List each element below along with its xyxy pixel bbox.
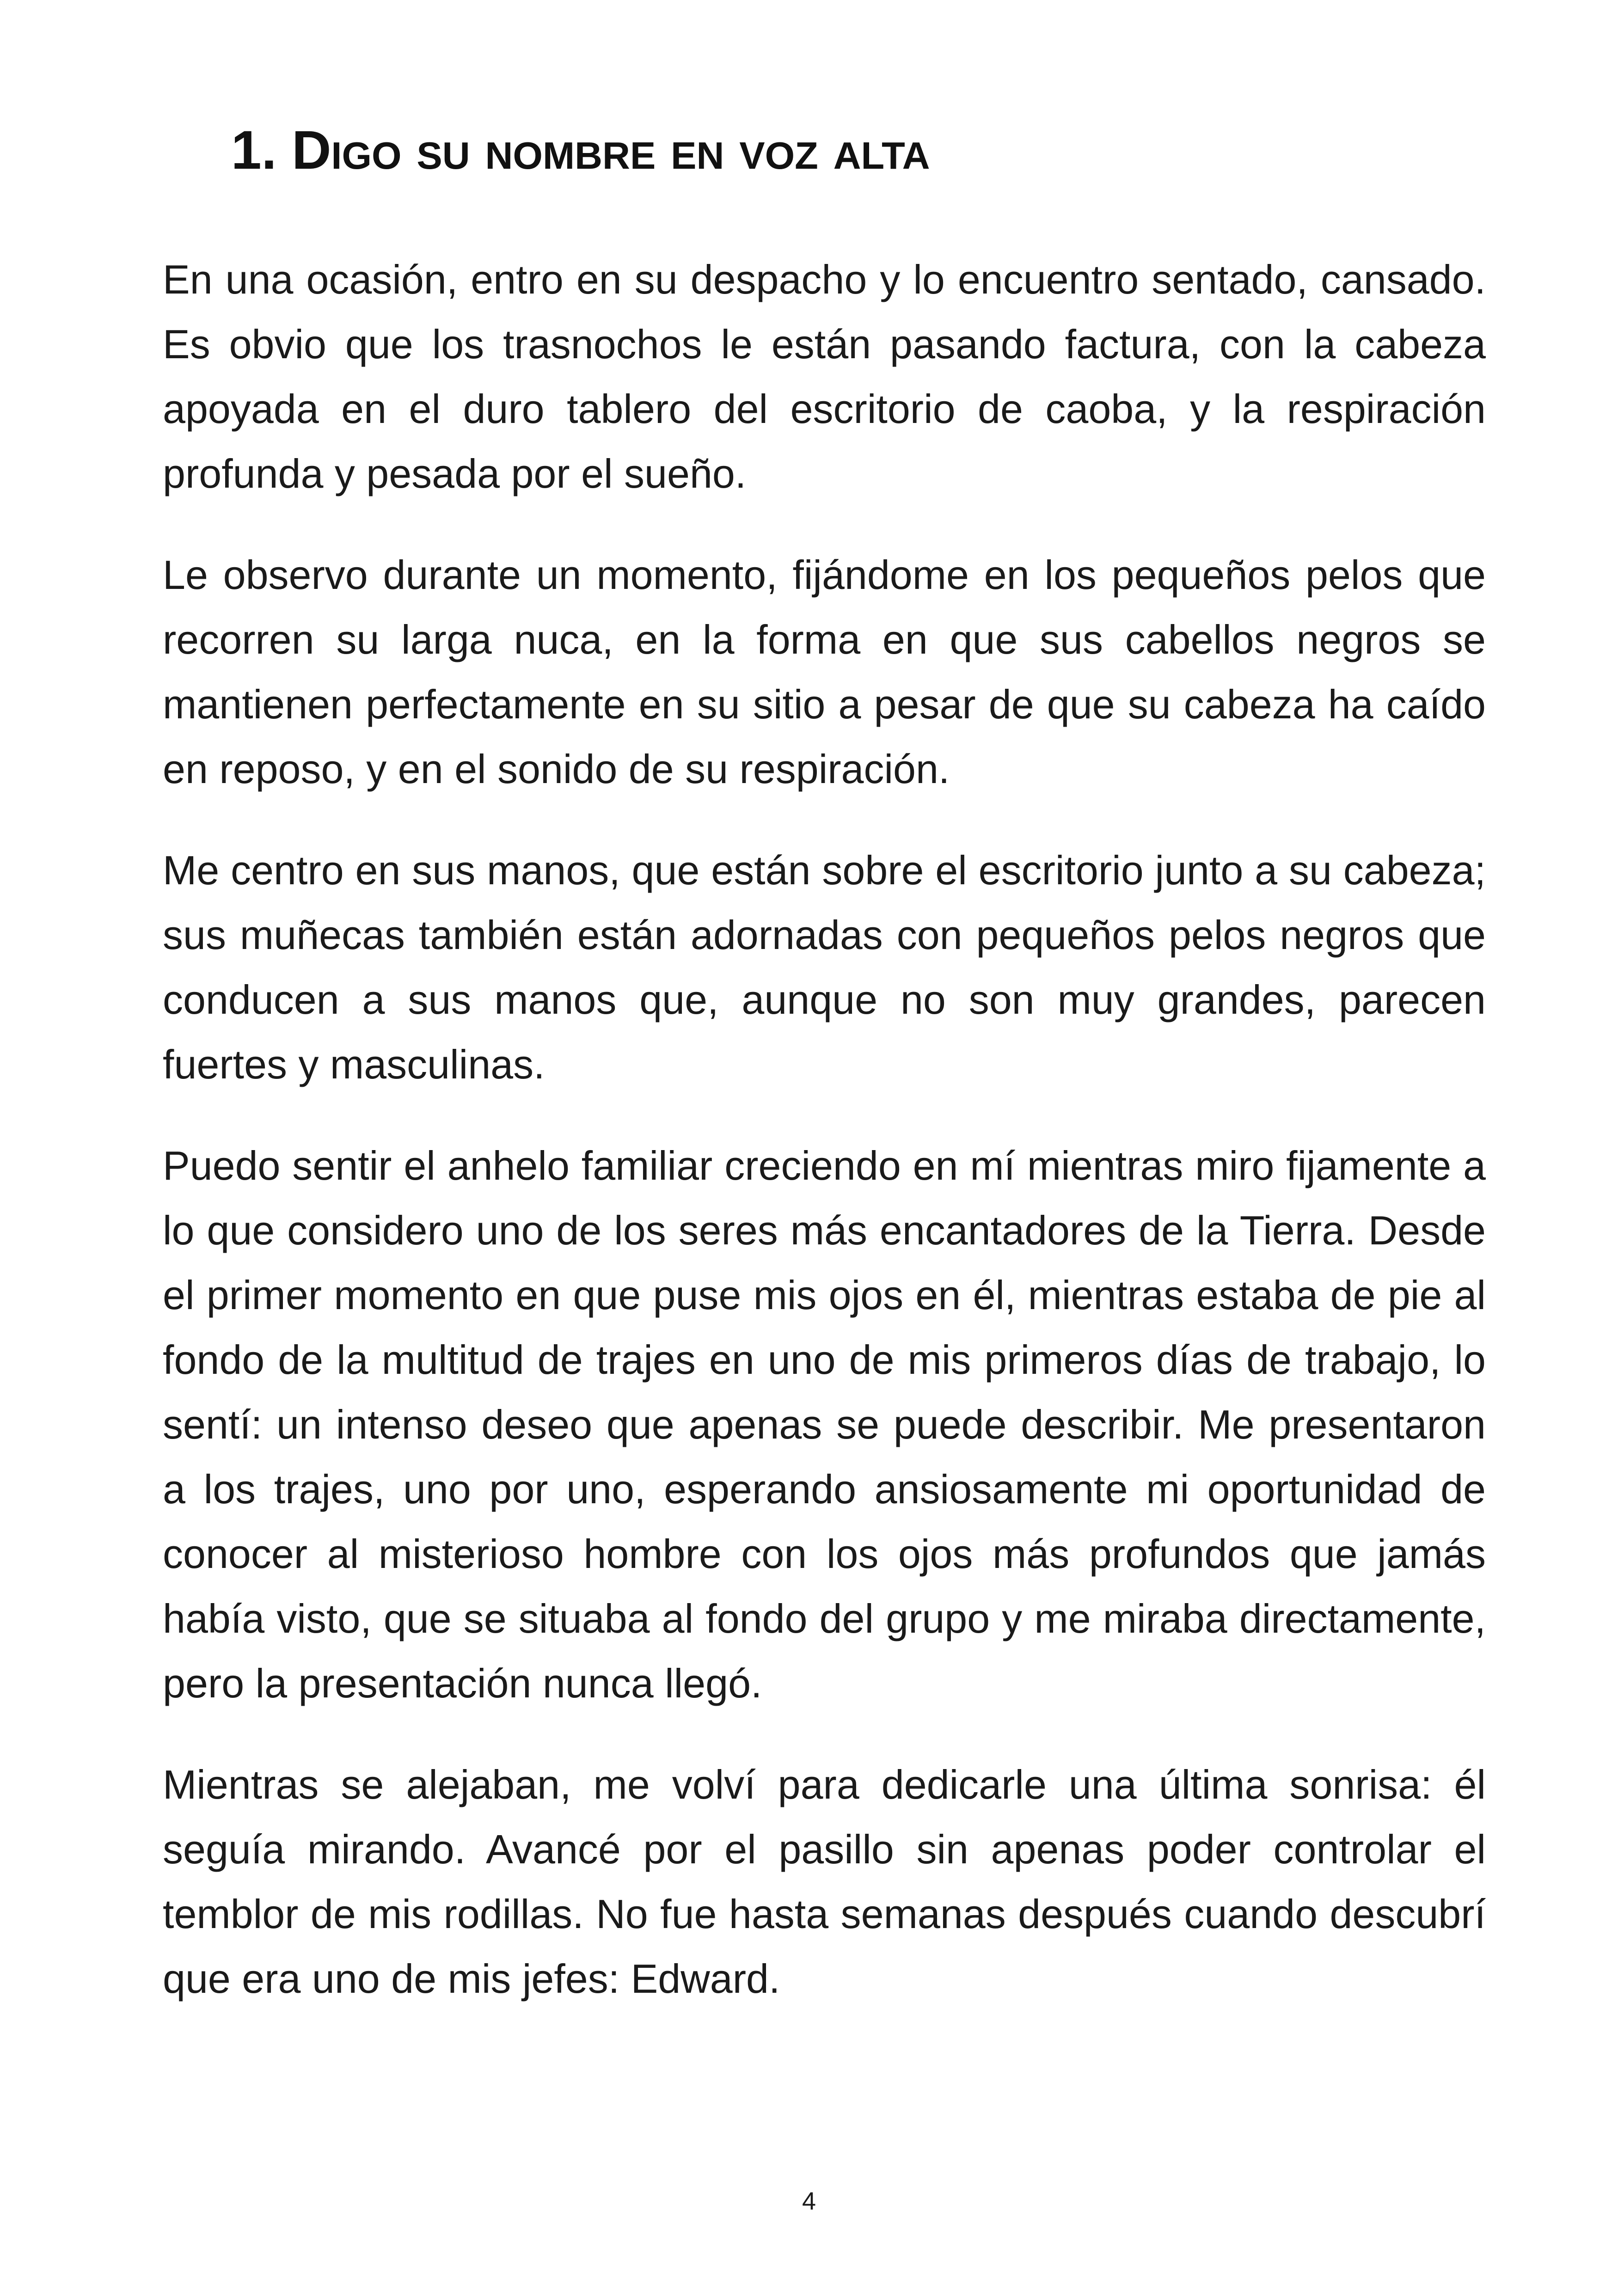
paragraph: Le observo durante un momento, fijándome en los pequeños pelos que recorren su larga nuca, en la forma en que sus cabellos negros se mantienen perfectamente en su sitio a pesar de que su cabeza ha caído en reposo, y en el sonido de su respiración. xyxy=(163,552,1486,792)
paragraph: Me centro en sus manos, que están sobre el escritorio junto a su cabeza; sus muñecas también están adornadas con pequeños pelos negros que conducen a sus manos que, aunque no son muy grandes, parecen fuertes y masculinas. xyxy=(163,847,1486,1087)
chapter-title: 1. Digo su nombre en voz alta xyxy=(231,120,930,181)
paragraph: Puedo sentir el anhelo familiar creciendo en mí mientras miro fijamente a lo que considero uno de los seres más encantadores de la Tierra. Desde el primer momento en que puse mis ojos en él, mientras estaba de pie al fondo de la multitud de trajes en uno de mis primeros días de trabajo, lo sentí: un intenso deseo que apenas se puede describir. Me presentaron a los trajes, uno por uno, esperando ansiosamente mi oportunidad de conocer al misterioso hombre con los ojos más profundos que jamás había visto, que se situaba al fondo del grupo y me miraba directamente, pero la presentación nunca llegó. xyxy=(163,1143,1486,1706)
body-text xyxy=(163,247,1486,2048)
paragraph: Mientras se alejaban, me volví para dedicarle una última sonrisa: él seguía mirando. Avancé por el pasillo sin apenas poder controlar el temblor de mis rodillas. No fue hasta semanas después cuando descubrí que era uno de mis jefes: Edward. xyxy=(163,1762,1486,2002)
page-number: 4 xyxy=(802,2187,816,2215)
paragraph: En una ocasión, entro en su despacho y lo encuentro sentado, cansado. Es obvio que los trasnochos le están pasando factura, con la cabeza apoyada en el duro tablero del escritorio de caoba, y la respiración profunda y pesada por el sueño. xyxy=(163,257,1486,496)
